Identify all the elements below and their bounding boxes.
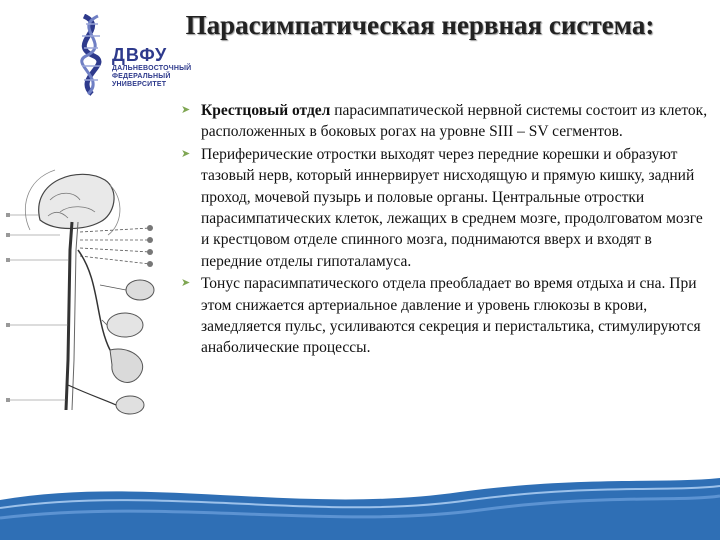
bullet-item-3 bbox=[178, 273, 708, 359]
bullet-3-text: Тонус парасимпатического отдела преобладает во время отдыха и сна. При этом снижается артериальное давление и уровень глюкозы в крови, замедляется пульс, усиливаются секреция и перистальтика, стимулируются анаболические процессы. bbox=[201, 275, 701, 357]
arrow-bullet-icon: ➤ bbox=[181, 104, 191, 116]
nervous-system-diagram bbox=[0, 160, 190, 440]
logo-text-block bbox=[112, 46, 191, 89]
logo-abbreviation: ДВФУ bbox=[112, 45, 168, 65]
bullet-2-text: Периферические отростки выходят через передние корешки и образуют тазовый нерв, который иннервирует нисходящую и прямую кишку, задний проход, мочевой пузырь и половые органы. Центральные отростки парасимпатических клеток, лежащих в среднем мозге, продолговатом мозге и крестцовом отделе спинного мозга, поднимаются вверх и входят в передние отделы гипоталамуса. bbox=[201, 145, 703, 270]
bullet-1-bold: Крестцовый отдел bbox=[201, 102, 331, 119]
footer-wave-bar bbox=[0, 470, 720, 540]
bullet-item-2 bbox=[178, 144, 708, 272]
arrow-bullet-icon: ➤ bbox=[181, 277, 191, 290]
logo-line-2: ФЕДЕРАЛЬНЫЙ bbox=[112, 73, 171, 80]
bullet-list bbox=[178, 100, 708, 360]
logo-line-3: УНИВЕРСИТЕТ bbox=[112, 81, 167, 88]
bullet-item-1 bbox=[178, 100, 708, 143]
bullet-1-text: парасимпатической нервной системы состоит из клеток, расположенных в боковых рогах на уровне SIII – SV сегментов. bbox=[201, 102, 708, 141]
slide-title: Парасимпатическая нервная система: bbox=[185, 10, 655, 40]
dna-helix-icon bbox=[72, 14, 112, 96]
logo-line-1: ДАЛЬНЕВОСТОЧНЫЙ bbox=[112, 65, 192, 72]
arrow-bullet-icon: ➤ bbox=[181, 147, 191, 160]
